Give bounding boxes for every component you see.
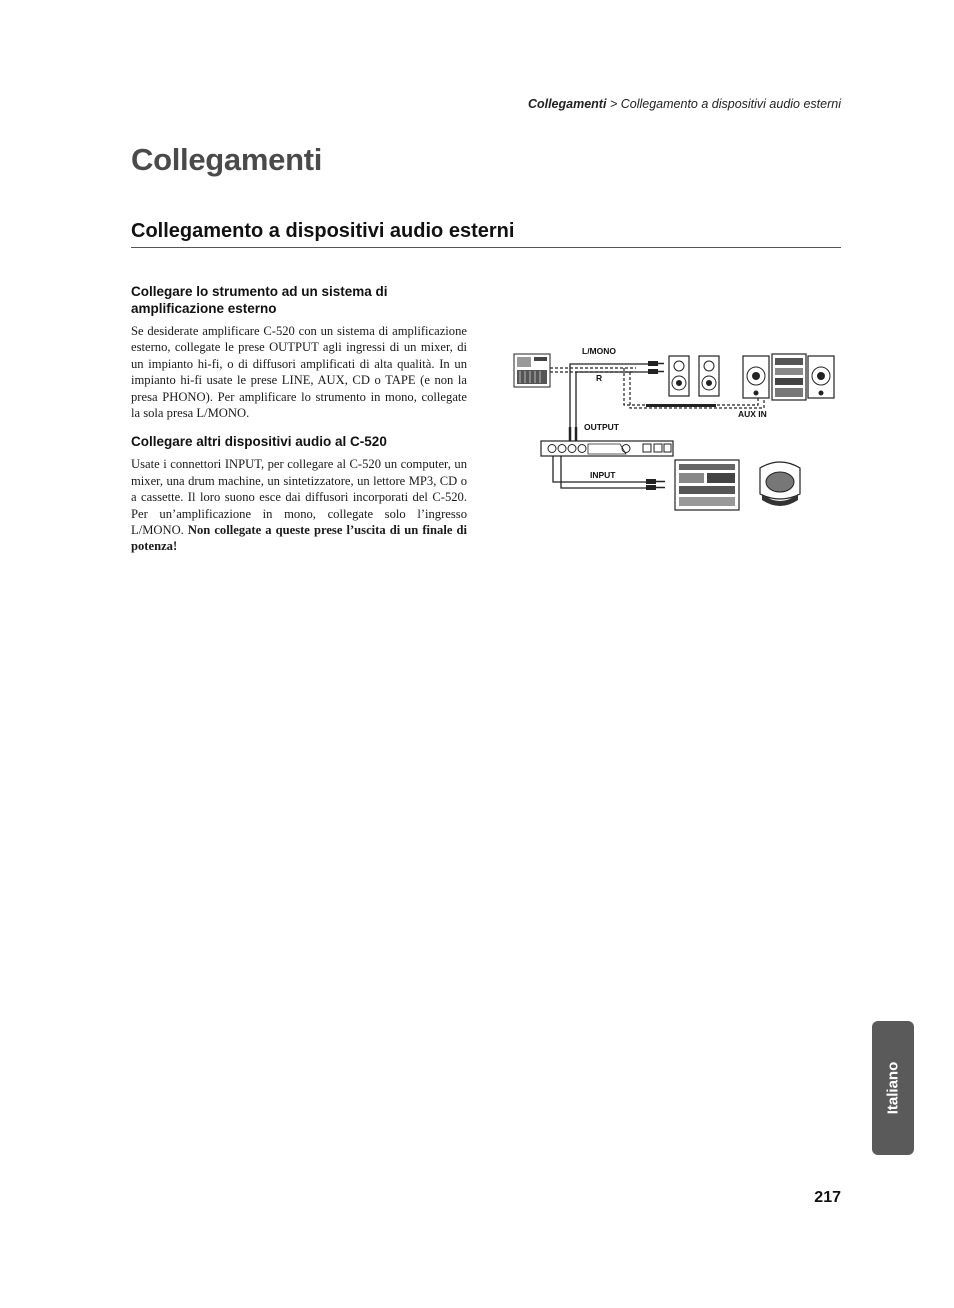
connection-diagram-svg — [508, 342, 843, 514]
left-column — [131, 283, 467, 555]
c520-back-panel-icon — [541, 441, 673, 456]
synthesizer-device-icon — [675, 460, 739, 510]
warning-text: Non collegate a queste prese l’uscita di un finale di potenza! — [131, 523, 467, 554]
subsection-heading-amplification: Collegare lo strumento ad un sistema di amplificazione esterno — [131, 284, 388, 316]
label-lmono: L/MONO — [582, 346, 616, 356]
subsection-heading-audio-devices: Collegare altri dispositivi audio al C-520 — [131, 434, 387, 450]
language-tab-label: Italiano — [884, 1061, 902, 1115]
section-title: Collegamento a dispositivi audio esterni — [131, 220, 841, 248]
label-input: INPUT — [590, 470, 616, 480]
breadcrumb-section: Collegamenti — [527, 97, 607, 111]
breadcrumb — [528, 97, 841, 111]
subsection-body-audio-devices — [131, 456, 467, 554]
page-number: 217 — [814, 1189, 841, 1206]
label-r: R — [596, 373, 603, 383]
language-tab — [872, 1021, 914, 1155]
label-output: OUTPUT — [584, 422, 619, 432]
label-aux-in: AUX IN — [738, 409, 767, 419]
mixer-device-icon — [514, 354, 550, 387]
speaker-left-icon — [669, 356, 689, 396]
breadcrumb-current: Collegamento a dispositivi audio esterni — [620, 97, 841, 111]
breadcrumb-separator: > — [609, 97, 618, 111]
speaker-right-icon — [699, 356, 719, 396]
portable-player-icon — [760, 462, 800, 506]
hifi-system-icon — [743, 354, 834, 400]
subsection-body-amplification: Se desiderate amplificare C-520 con un sistema di amplificazione esterno, collegate le prese OUTPUT agli ingressi di un mixer, di un impianto hi-fi, o di diffusori amplificati di alta qualità. In un impianto hi-fi usate le prese LINE, AUX, CD o TAPE (e non la presa PHONO). Per amplificare lo strumento in mono, collegate la sola presa L/MONO. — [131, 324, 467, 421]
audio-devices-text: Usate i connettori INPUT, per collegare al C-520 un computer, un mixer, una drum machine, un sintetizzatore, un lettore MP3, CD o a cassette. Il loro suono esce dai diffusori incorporati del C-520. Per un’amplificazione in mono, collegate solo l’ingresso L/MONO. — [131, 457, 467, 538]
connection-diagram — [508, 342, 843, 514]
page-title: Collegamenti — [131, 142, 323, 177]
